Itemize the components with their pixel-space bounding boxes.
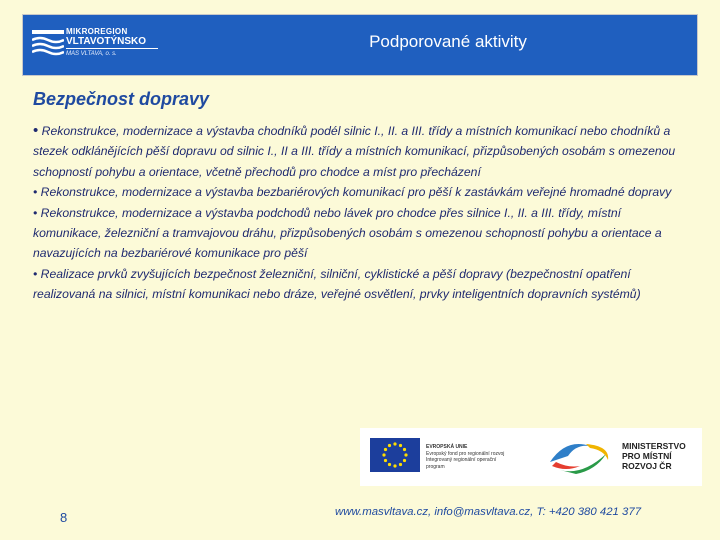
mmr-label-line: PRO MÍSTNÍ bbox=[622, 451, 672, 461]
list-item-text: Rekonstrukce, modernizace a výstavba chodníků podél silnic I., II. a III. třídy a místních komunikací nebo chodníků a stezek odklánějících pěší dopravu od silnic I., II a III. třídy a místních komunikací, přizpůsobených osobám s omezenou schopností pohybu a orientace, včetně přechodů pro chodce a míst pro přecházení bbox=[33, 124, 676, 179]
bullet: • bbox=[33, 266, 38, 281]
eu-flag-icon bbox=[370, 438, 420, 472]
bullet: • bbox=[33, 205, 38, 220]
list-item bbox=[33, 121, 683, 182]
mmr-label-line: ROZVOJ ČR bbox=[622, 461, 672, 471]
list-item bbox=[33, 264, 683, 305]
funding-logos bbox=[360, 428, 702, 486]
list-item-text: Realizace prvků zvyšujících bezpečnost železniční, silniční, cyklistické a pěší dopravy (bezpečnostní opatření realizovaná na silnici, místní komunikaci nebo dráze, veřejné osvětlení, prvky inteligentních dopravních systémů) bbox=[33, 266, 641, 302]
list-item bbox=[33, 182, 683, 202]
eu-label-title: EVROPSKÁ UNIE bbox=[426, 444, 468, 450]
logo-text-mas: MAS VLTAVA, o. s. bbox=[66, 51, 117, 57]
list-item bbox=[33, 203, 683, 264]
bullet: • bbox=[33, 185, 38, 200]
eu-label-program: Integrovaný regionální operační program bbox=[426, 457, 497, 470]
mmr-logo-icon bbox=[546, 436, 616, 478]
mmr-label bbox=[622, 441, 700, 471]
logo-text-vltavotynsko: VLTAVOTÝNSKO bbox=[66, 36, 146, 47]
waves-icon bbox=[32, 28, 64, 58]
logo-divider bbox=[66, 48, 158, 49]
section-heading: Bezpečnost dopravy bbox=[33, 89, 210, 109]
bullet: • bbox=[33, 122, 39, 139]
page-title: Podporované aktivity bbox=[369, 32, 527, 51]
mmr-label-line: MINISTERSTVO bbox=[622, 441, 686, 451]
header-bar bbox=[22, 14, 698, 76]
mikroregion-logo bbox=[26, 18, 181, 72]
eu-label-fund: Evropský fond pro regionální rozvoj bbox=[426, 450, 505, 457]
logo-text-mikroregion: MIKROREGION bbox=[66, 27, 128, 36]
eu-label bbox=[426, 444, 508, 470]
list-item-text: Rekonstrukce, modernizace a výstavba podchodů nebo lávek pro chodce přes silnice I., II. a III. třídy, místní komunikace, železniční a tramvajovou dráhu, přizpůsobených osobám s omezenou schopností pohybu a orientace a navazujících na bezbariérové komunikace pro pěší bbox=[33, 205, 662, 261]
activity-list bbox=[33, 121, 683, 305]
list-item-text: Rekonstrukce, modernizace a výstavba bezbariérových komunikací pro pěší k zastávkám veřejné hromadné dopravy bbox=[40, 185, 672, 200]
footer-contact: www.masvltava.cz, info@masvltava.cz, T: +420 380 421 377 bbox=[335, 506, 642, 518]
page-number: 8 bbox=[60, 510, 68, 525]
